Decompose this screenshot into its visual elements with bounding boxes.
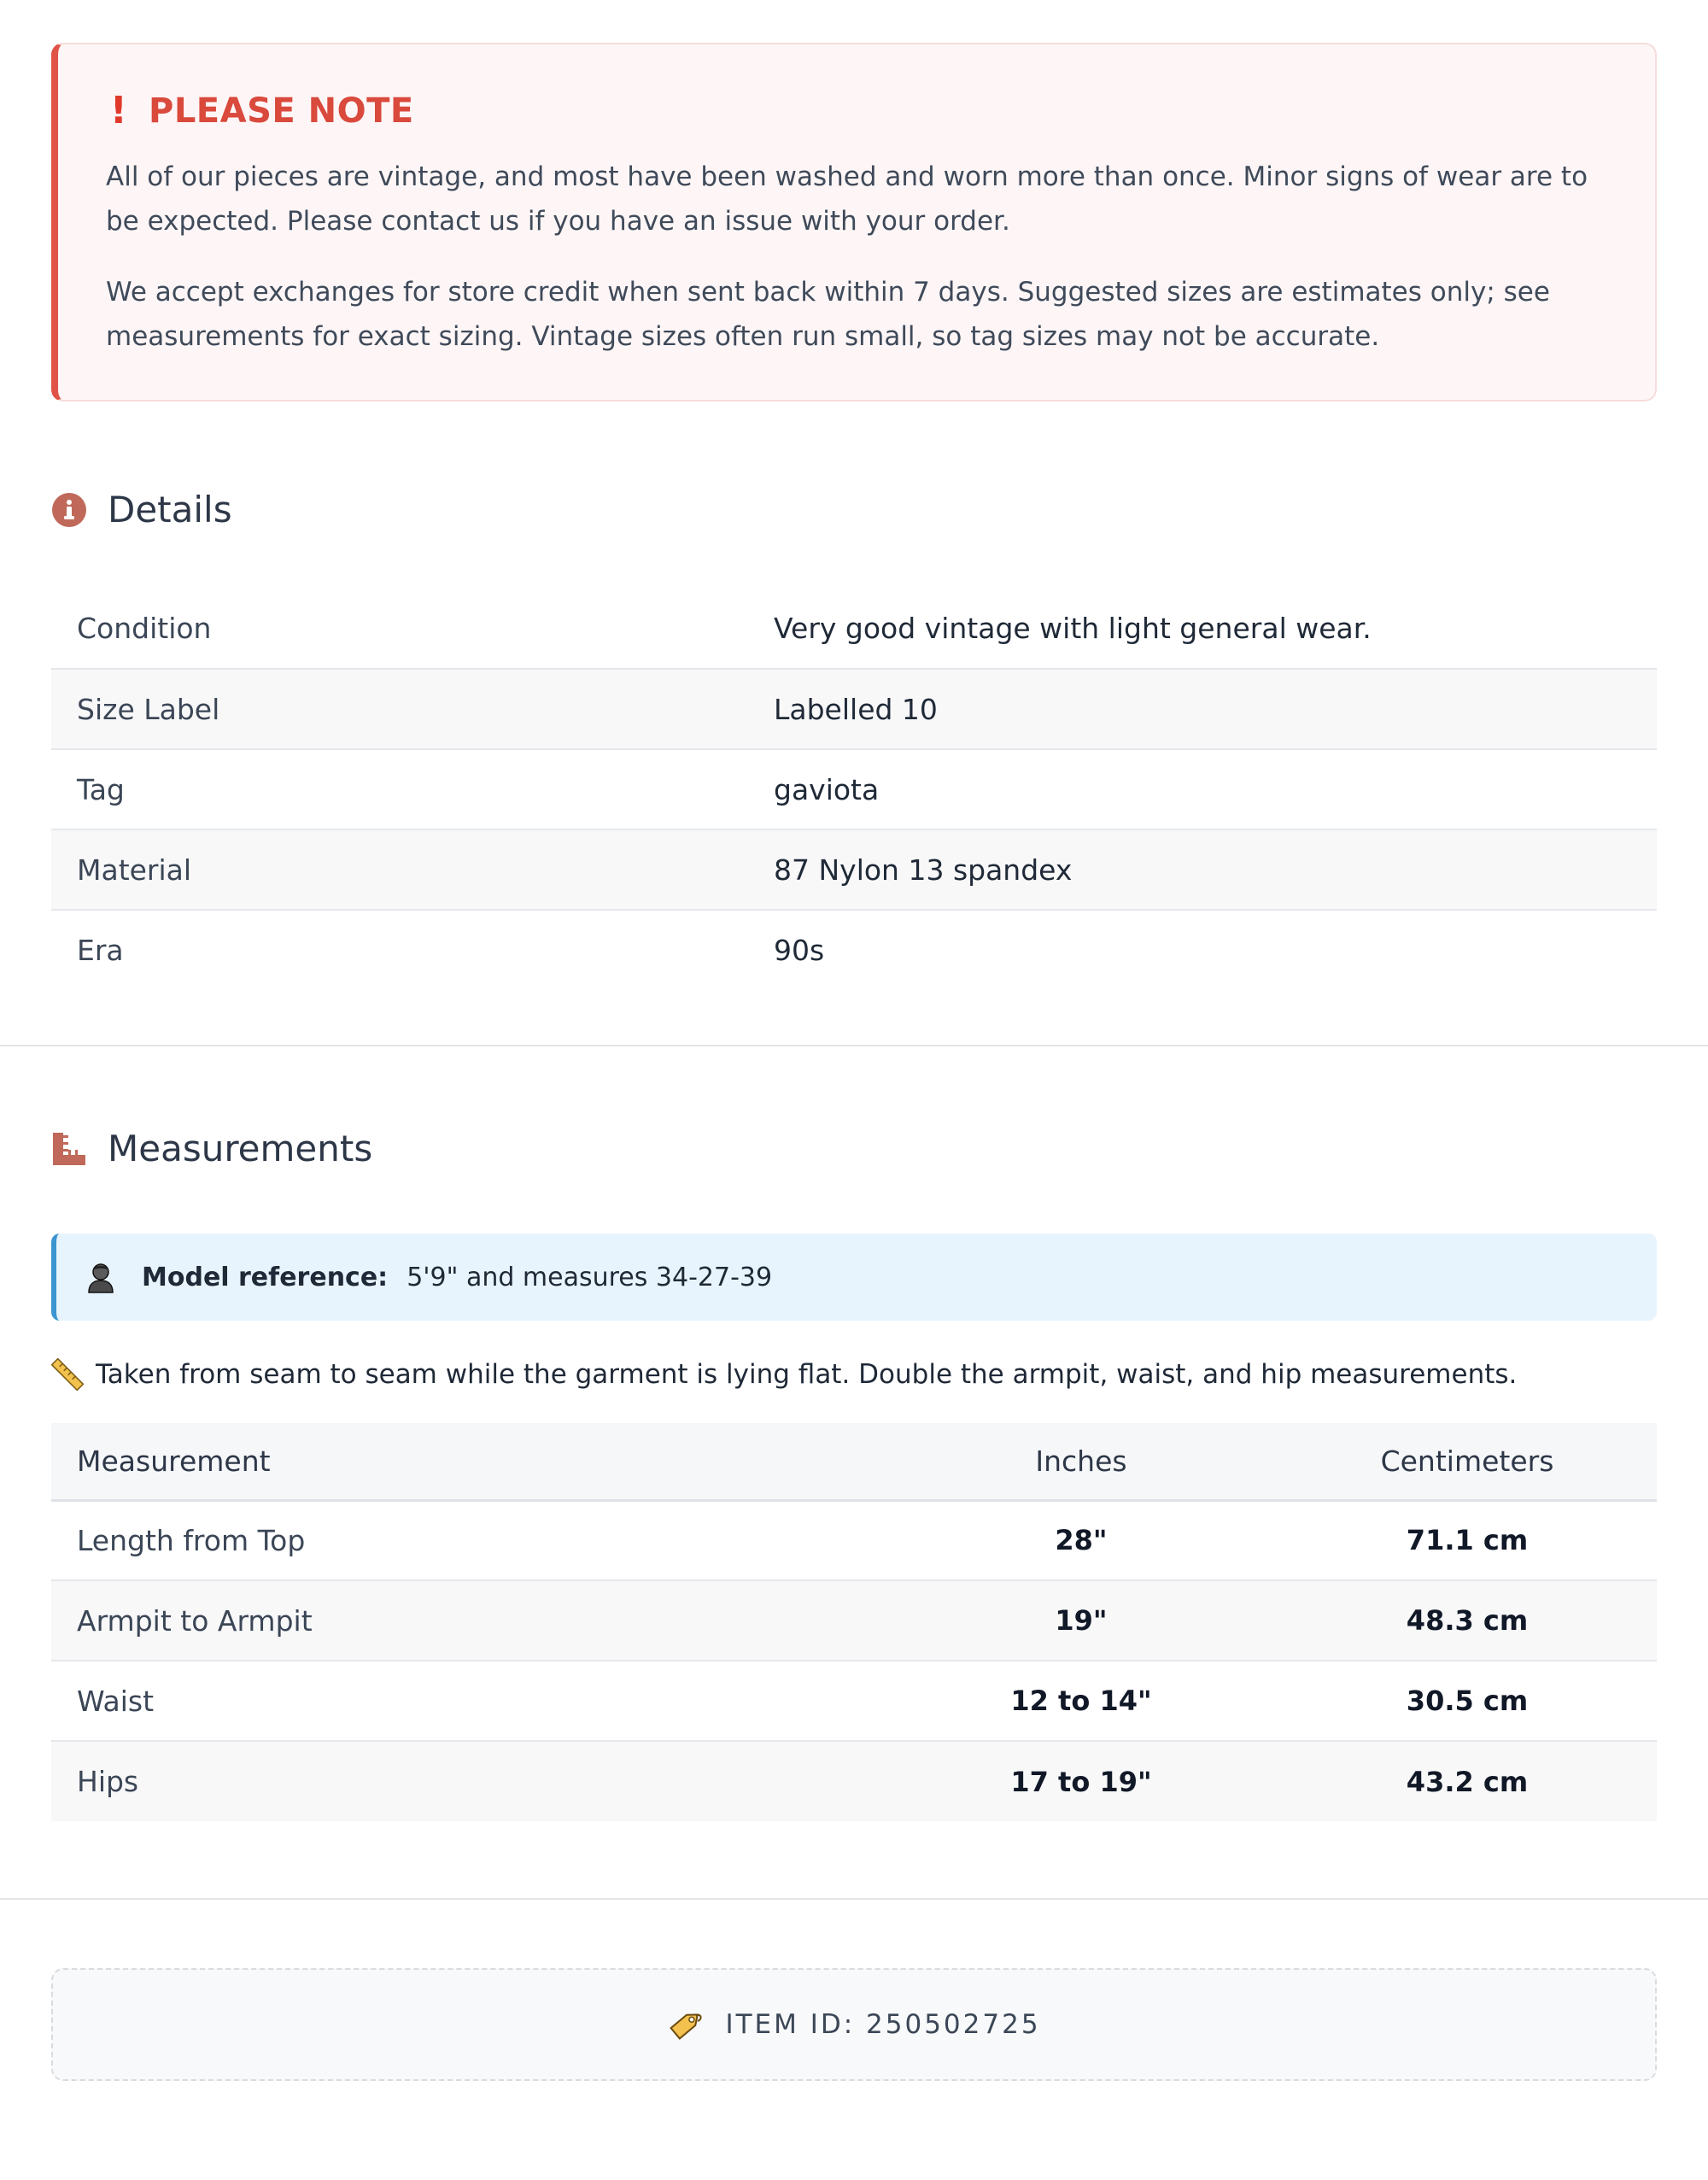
column-header-inches: Inches (885, 1423, 1278, 1500)
measurements-heading (51, 1128, 1657, 1169)
detail-value: 87 Nylon 13 spandex (774, 829, 1657, 910)
table-row (51, 1661, 1657, 1741)
measurement-cm: 48.3 cm (1278, 1580, 1657, 1661)
table-row (51, 910, 1657, 990)
section-divider (0, 1045, 1708, 1046)
notice-paragraph: All of our pieces are vintage, and most have been washed and worn more than once. Minor signs of wear are to be expected. Please contact us if you have an issue with your order. (106, 161, 1588, 237)
details-title: Details (108, 489, 232, 530)
measurement-cm: 71.1 cm (1278, 1500, 1657, 1580)
notice-title: PLEASE NOTE (149, 91, 414, 131)
measurement-note-text: Taken from seam to seam while the garment is lying flat. Double the armpit, waist, and hip measurements. (96, 1359, 1518, 1390)
detail-label: Material (51, 829, 774, 910)
measurement-name: Hips (51, 1741, 885, 1821)
detail-value: Very good vintage with light general wear. (774, 589, 1657, 669)
notice-paragraph: We accept exchanges for store credit when sent back within 7 days. Suggested sizes are estimates only; see measurements for exact sizing. Vintage sizes often run small, so tag sizes may not be accurate. (106, 277, 1550, 352)
measurement-cm: 30.5 cm (1278, 1661, 1657, 1741)
info-icon (51, 492, 87, 528)
measurements-title: Measurements (108, 1128, 373, 1169)
measurements-table (51, 1423, 1657, 1821)
measurement-inches: 28" (885, 1500, 1278, 1580)
table-row (51, 1500, 1657, 1580)
column-header-centimeters: Centimeters (1278, 1423, 1657, 1500)
measurement-cm: 43.2 cm (1278, 1741, 1657, 1821)
measurement-name: Waist (51, 1661, 885, 1741)
measurement-inches: 12 to 14" (885, 1661, 1278, 1741)
measurement-note (51, 1358, 1657, 1391)
item-id-box (51, 1968, 1657, 2081)
detail-value: 90s (774, 934, 825, 967)
model-reference-label: Model reference: (142, 1262, 389, 1292)
detail-label: Tag (51, 749, 774, 829)
section-divider (0, 1898, 1708, 1900)
person-icon (84, 1260, 118, 1294)
table-row (51, 749, 1657, 829)
measurement-name: Armpit to Armpit (51, 1580, 885, 1661)
details-table (51, 589, 1657, 990)
page-content (0, 43, 1708, 990)
measurement-inches: 19" (885, 1580, 1278, 1661)
table-row (51, 589, 1657, 669)
table-row (51, 1580, 1657, 1661)
table-header-row (51, 1423, 1657, 1500)
model-reference-value: 5'9" and measures 34-27-39 (407, 1262, 773, 1292)
table-row (51, 1741, 1657, 1821)
exclamation-icon: ! (109, 89, 128, 132)
detail-label: Condition (51, 589, 774, 669)
tag-icon (667, 2006, 705, 2043)
measurement-name: Length from Top (51, 1500, 885, 1580)
measurement-inches: 17 to 19" (885, 1741, 1278, 1821)
ruler-icon (51, 1358, 84, 1391)
detail-label: Era (77, 934, 124, 967)
detail-value: gaviota (774, 749, 1657, 829)
notice-heading (106, 89, 1606, 132)
column-header-measurement: Measurement (51, 1423, 885, 1500)
item-section (0, 1968, 1708, 2081)
measurements-section (0, 1128, 1708, 1821)
model-reference (51, 1234, 1657, 1321)
table-row (51, 829, 1657, 910)
table-row (51, 669, 1657, 749)
item-id-text: ITEM ID: 250502725 (725, 2009, 1041, 2040)
ruler-icon (51, 1131, 87, 1167)
details-heading (51, 489, 1657, 530)
detail-value: Labelled 10 (774, 669, 1657, 749)
please-note-box (51, 43, 1657, 401)
detail-label: Size Label (51, 669, 774, 749)
